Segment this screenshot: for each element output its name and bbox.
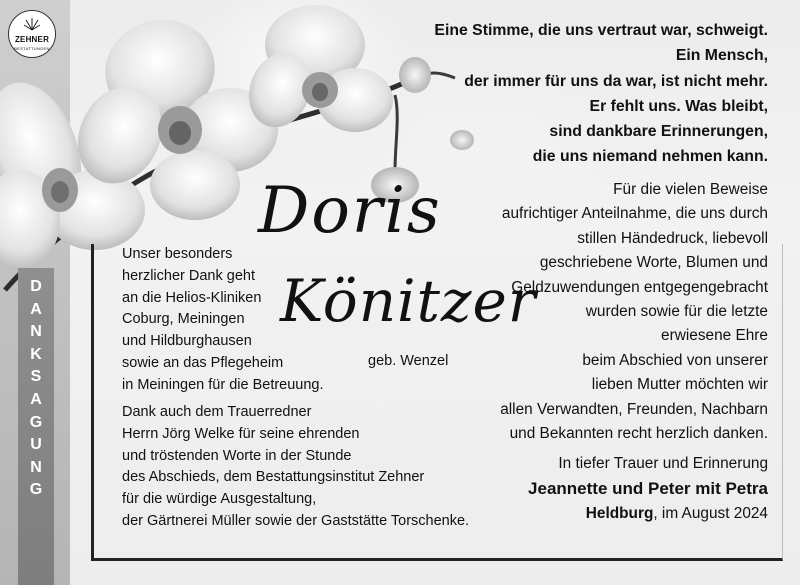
heading-letter: U [30,436,42,454]
deceased-first-name: Doris [258,174,442,248]
date: , im August 2024 [653,505,768,522]
text-line: lieben Mutter möchten wir [591,376,768,394]
heading-letter: N [30,458,42,476]
logo-subtitle: BESTATTUNGEN [14,46,50,51]
heading-letter: K [30,345,42,363]
text-line: Geldzuwendungen entgegengebracht [511,278,768,296]
text-line: allen Verwandten, Freunden, Nachbarn [500,400,768,418]
text-line: in Meiningen für die Betreuung. [122,376,324,393]
text-line: Herrn Jörg Welke für seine ehrenden [122,425,360,442]
memorial-quote [408,18,768,170]
quote-line: die uns niemand nehmen kann. [532,148,768,166]
heading-letter: N [30,323,42,341]
mourning-line: In tiefer Trauer und Erinnerung [558,455,768,472]
text-line: und tröstenden Worte in der Stunde [122,447,352,464]
funeral-home-logo [8,10,56,58]
deceased-last-name: Könitzer [280,267,537,335]
text-line: sowie an das Pflegeheim [122,354,284,371]
sunburst-icon [23,17,41,31]
place: Heldburg [585,505,654,522]
heading-letter: A [30,390,42,408]
side-strip [18,268,54,585]
text-line: erwiesene Ehre [661,327,768,345]
text-line: wurden sowie für die letzte [585,303,768,321]
text-line: des Abschieds, dem Bestattungsinstitut Zehner [122,469,425,486]
quote-line: der immer für uns da war, ist nicht mehr. [464,72,768,90]
quote-line: Ein Mensch, [675,47,768,65]
family-names: Jeannette und Peter mit Petra [528,479,768,498]
quote-line: Er fehlt uns. Was bleibt, [589,97,768,115]
quote-line: Eine Stimme, die uns vertraut war, schweigt. [434,22,768,39]
text-line: an die Helios-Kliniken [122,289,262,306]
thanks-text-left-2 [122,402,482,533]
text-line: aufrichtiger Anteilnahme, die uns durch [501,205,768,223]
text-line: Dank auch dem Trauerredner [122,404,312,420]
text-line: und Bekannten recht herzlich danken. [509,425,768,443]
place-date [438,502,768,526]
heading-letter: D [30,278,42,295]
text-line: für die würdige Ausgestaltung, [122,491,317,508]
logo-name: ZEHNER [14,35,50,44]
heading-letter: A [30,300,42,318]
vertical-heading [18,276,54,502]
text-line: der Gärtnerei Müller sowie der Gaststätte Torschenke. [122,512,470,529]
heading-letter: G [29,413,43,431]
heading-letter: G [29,481,43,499]
text-line: Für die vielen Beweise [613,181,768,198]
text-line: herzlicher Dank geht [122,267,255,284]
text-line: Unser besonders [122,246,233,262]
text-line: geschriebene Worte, Blumen und [539,254,768,272]
signoff [438,452,768,526]
heading-letter: S [30,368,42,386]
text-line: Coburg, Meiningen [122,311,245,328]
text-line: stillen Händedruck, liebevoll [577,229,768,247]
thanks-text-left-1 [122,244,352,397]
text-line: und Hildburghausen [122,333,252,350]
text-line: beim Abschied von unserer [582,351,768,369]
quote-line: sind dankbare Erinnerungen, [549,123,768,141]
maiden-name: geb. Wenzel [368,353,449,369]
